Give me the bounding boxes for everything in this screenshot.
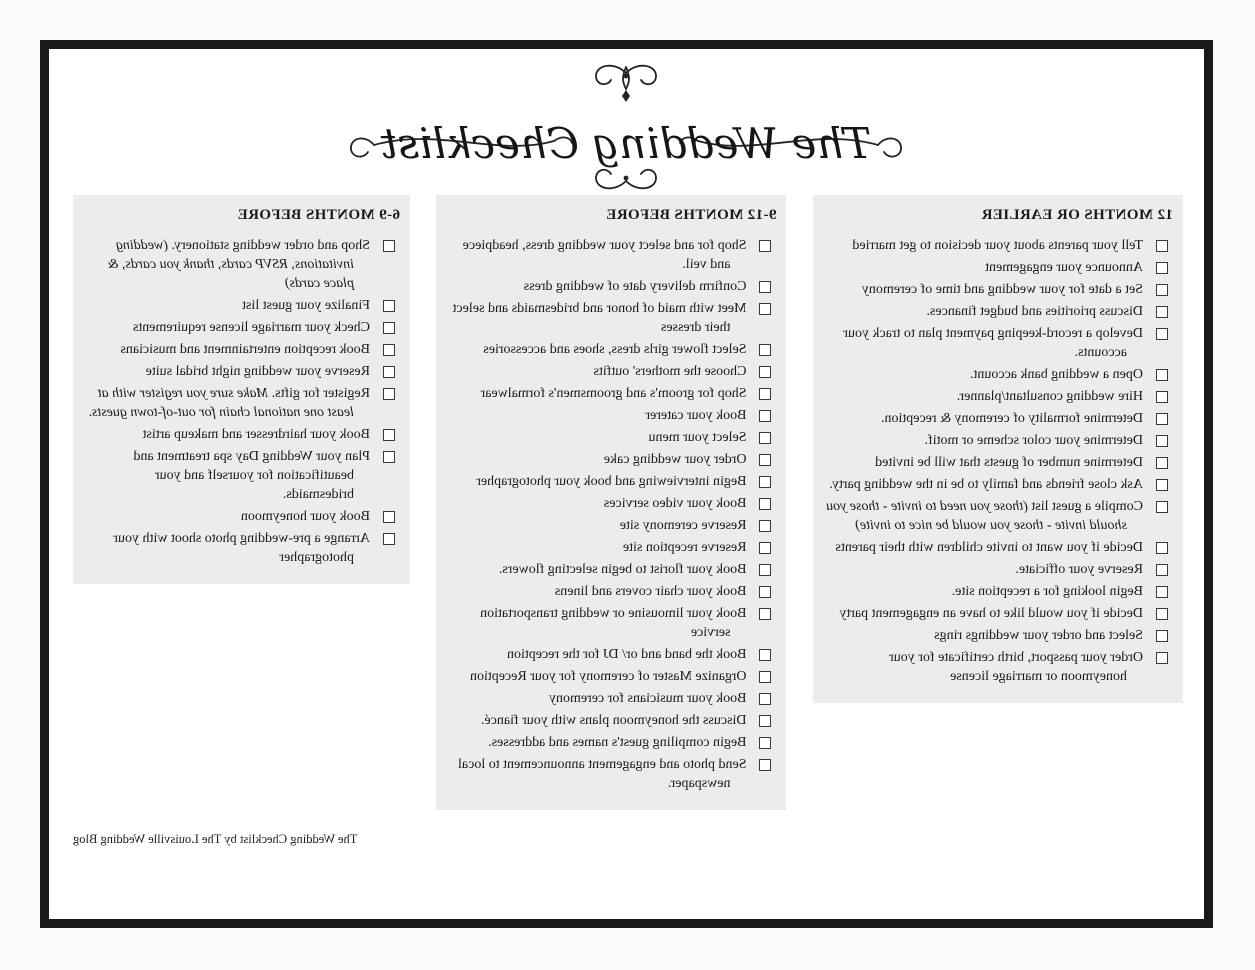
- checklist-item: [821, 453, 1175, 472]
- checklist-item: [821, 626, 1175, 645]
- item-text: Set a date for your wedding and time of ceremony: [861, 282, 1143, 297]
- empty-checkbox-icon: [760, 737, 772, 749]
- empty-checkbox-icon: [760, 542, 772, 554]
- item-text: Arrange a pre-wedding photo shoot with your photographer: [113, 531, 370, 565]
- checklist-item: [821, 431, 1175, 450]
- item-text: Check your marriage license requirements: [132, 320, 370, 335]
- checklist-item: [445, 755, 779, 793]
- empty-checkbox-icon: [1156, 564, 1168, 576]
- item-text: Choose the mothers' outfits: [593, 364, 747, 379]
- item-text: Plan your Wedding Day spa treatment and beautification for yourself and your bridesmaids.: [133, 449, 370, 502]
- item-text: Select flower girls dress, shoes and accessories: [483, 342, 747, 357]
- checklist-items: [81, 236, 402, 567]
- empty-checkbox-icon: [1156, 652, 1168, 664]
- item-text: Order your wedding cake: [603, 452, 747, 467]
- checklist-item: [445, 604, 779, 642]
- empty-checkbox-icon: [760, 608, 772, 620]
- empty-checkbox-icon: [760, 388, 772, 400]
- column-6-9-months-before: [73, 195, 410, 584]
- column-heading: 12 MONTHS OR EARLIER: [981, 207, 1173, 223]
- column-heading: 9-12 MONTHS BEFORE: [605, 207, 777, 223]
- checklist-item: [821, 538, 1175, 557]
- checklist-item: [445, 538, 779, 557]
- item-text: Book the band and or/ DJ for the reception: [507, 647, 747, 662]
- checklist-item: [445, 428, 779, 447]
- empty-checkbox-icon: [1156, 306, 1168, 318]
- checklist-item: [81, 384, 402, 422]
- checklist-items: [821, 236, 1175, 686]
- item-text: Book your musicians for ceremony: [548, 691, 747, 706]
- item-text: Compile a guest list (those you need to invite - those you should invite - those you would be nice to invite): [826, 499, 1143, 533]
- item-text: Confirm delivery date of wedding dress: [523, 279, 747, 294]
- empty-checkbox-icon: [1156, 284, 1168, 296]
- checklist-item: [445, 299, 779, 337]
- title-block: [49, 57, 1204, 195]
- empty-checkbox-icon: [383, 533, 395, 545]
- checklist-item: [81, 340, 402, 359]
- item-text: Tell your parents about your decision to get married: [852, 238, 1143, 253]
- checklist-item: [445, 711, 779, 730]
- empty-checkbox-icon: [383, 451, 395, 463]
- empty-checkbox-icon: [1156, 262, 1168, 274]
- checklist-item: [821, 560, 1175, 579]
- empty-checkbox-icon: [760, 303, 772, 315]
- checklist-item: [81, 529, 402, 567]
- empty-checkbox-icon: [1156, 586, 1168, 598]
- empty-checkbox-icon: [1156, 457, 1168, 469]
- checklist-item: [821, 604, 1175, 623]
- item-text: Discuss priorities and budget finances.: [926, 304, 1143, 319]
- checklist-item: [445, 236, 779, 274]
- empty-checkbox-icon: [383, 511, 395, 523]
- empty-checkbox-icon: [1156, 435, 1168, 447]
- item-text: Book your florist to begin selecting flowers.: [498, 562, 747, 577]
- item-text: Book your video services: [603, 496, 747, 511]
- checklist-item: [81, 447, 402, 504]
- empty-checkbox-icon: [760, 366, 772, 378]
- checklist-item: [821, 365, 1175, 384]
- item-text: Reserve your wedding night bridal suite: [145, 364, 370, 379]
- item-text: Begin compiling guest's names and addresses.: [488, 735, 747, 750]
- column-9-12-months-before: [437, 195, 787, 810]
- empty-checkbox-icon: [760, 586, 772, 598]
- empty-checkbox-icon: [760, 693, 772, 705]
- item-text: Select your menu: [648, 430, 747, 445]
- checklist-item: [445, 582, 779, 601]
- checklist-item: [81, 318, 402, 337]
- empty-checkbox-icon: [760, 715, 772, 727]
- checklist-item: [821, 648, 1175, 686]
- item-text: Shop and order wedding stationery. (wedding invitations, RSVP cards, thank you cards, & place cards): [107, 238, 370, 291]
- checklist-item: [445, 472, 779, 491]
- empty-checkbox-icon: [383, 322, 395, 334]
- checklist-item: [445, 516, 779, 535]
- empty-checkbox-icon: [760, 476, 772, 488]
- checklist-item: [821, 258, 1175, 277]
- item-text: Determine formality of ceremony & reception.: [880, 411, 1143, 426]
- empty-checkbox-icon: [760, 240, 772, 252]
- checklist-item: [821, 302, 1175, 321]
- column-12-months-or-earlier: [813, 195, 1183, 703]
- checklist-item: [445, 406, 779, 425]
- checklist-columns: [49, 195, 1204, 810]
- checklist-item: [81, 362, 402, 381]
- empty-checkbox-icon: [383, 240, 395, 252]
- empty-checkbox-icon: [760, 520, 772, 532]
- empty-checkbox-icon: [383, 300, 395, 312]
- checklist-item: [821, 582, 1175, 601]
- item-text: Hire wedding consultant/planner.: [956, 389, 1143, 404]
- empty-checkbox-icon: [1156, 479, 1168, 491]
- item-text: Register for gifts. Make sure you register with at least one national chain for out-of-town guests.: [88, 386, 370, 420]
- empty-checkbox-icon: [760, 281, 772, 293]
- checklist-item: [445, 733, 779, 752]
- empty-checkbox-icon: [1156, 608, 1168, 620]
- page-frame: [40, 40, 1213, 928]
- empty-checkbox-icon: [760, 432, 772, 444]
- checklist-item: [821, 324, 1175, 362]
- item-text: Book your chair covers and linens: [554, 584, 747, 599]
- item-text: Shop for groom's and groomsmen's formalwear: [480, 386, 747, 401]
- checklist-item: [821, 409, 1175, 428]
- empty-checkbox-icon: [383, 388, 395, 400]
- empty-checkbox-icon: [760, 564, 772, 576]
- empty-checkbox-icon: [383, 366, 395, 378]
- item-text: Announce your engagement: [985, 260, 1143, 275]
- item-text: Order your passport, birth certificate for your honeymoon or marriage license: [889, 650, 1143, 684]
- empty-checkbox-icon: [1156, 391, 1168, 403]
- item-text: Determine number of guests that will be invited: [875, 455, 1143, 470]
- item-text: Reserve your officiate.: [1015, 562, 1143, 577]
- checklist-item: [81, 425, 402, 444]
- item-text: Develop a record-keeping payment plan to track your accounts.: [843, 326, 1143, 360]
- checklist-item: [81, 236, 402, 293]
- mirrored-page-content: [49, 49, 1204, 919]
- checklist-item: [81, 296, 402, 315]
- item-text: Meet with maid of honor and bridesmaids and select their dresses: [452, 301, 747, 335]
- item-text: Decide if you would like to have an engagement party: [839, 606, 1143, 621]
- item-text: Organize Master of ceremony for your Reception: [469, 669, 747, 684]
- item-text: Open a wedding bank account.: [970, 367, 1143, 382]
- item-text: Book your hairdresser and makeup artist: [142, 427, 370, 442]
- item-text: Reserve ceremony site: [619, 518, 747, 533]
- page-title: The Wedding Checklist: [381, 119, 872, 168]
- empty-checkbox-icon: [383, 344, 395, 356]
- checklist-item: [445, 450, 779, 469]
- checklist-item: [445, 645, 779, 664]
- empty-checkbox-icon: [1156, 542, 1168, 554]
- empty-checkbox-icon: [1156, 328, 1168, 340]
- empty-checkbox-icon: [1156, 369, 1168, 381]
- checklist-item: [445, 384, 779, 403]
- empty-checkbox-icon: [760, 671, 772, 683]
- checklist-item: [445, 689, 779, 708]
- item-text: Determine your color scheme or motif.: [924, 433, 1143, 448]
- empty-checkbox-icon: [760, 649, 772, 661]
- item-text: Book your caterer: [645, 408, 747, 423]
- empty-checkbox-icon: [760, 454, 772, 466]
- checklist-item: [821, 236, 1175, 255]
- item-text: Begin looking for a reception site.: [951, 584, 1143, 599]
- item-text: Reserve reception site: [622, 540, 747, 555]
- checklist-item: [821, 387, 1175, 406]
- item-text: Decide if you want to invite children with their parents: [835, 540, 1143, 555]
- empty-checkbox-icon: [760, 344, 772, 356]
- checklist-item: [445, 277, 779, 296]
- footer-credit: The Wedding Checklist by The Louisville Wedding Blog: [73, 832, 358, 846]
- empty-checkbox-icon: [760, 410, 772, 422]
- item-text: Book your honeymoon: [240, 509, 370, 524]
- checklist-item: [81, 507, 402, 526]
- item-text: Book reception entertainment and musicians: [120, 342, 370, 357]
- item-text: Finalize your guest list: [242, 298, 370, 313]
- item-text: Shop for and select your wedding dress, headpiece and veil.: [462, 238, 747, 272]
- empty-checkbox-icon: [1156, 501, 1168, 513]
- title-flourish-ornament: [347, 57, 907, 197]
- empty-checkbox-icon: [760, 759, 772, 771]
- checklist-item: [445, 494, 779, 513]
- checklist-item: [821, 280, 1175, 299]
- item-text: Begin interviewing and book your photographer: [476, 474, 747, 489]
- checklist-item: [821, 497, 1175, 535]
- checklist-item: [445, 340, 779, 359]
- empty-checkbox-icon: [1156, 413, 1168, 425]
- item-text: Book your limousine or wedding transportation service: [480, 606, 747, 640]
- checklist-items: [445, 236, 779, 793]
- item-text: Discuss the honeymoon plans with your fiancé.: [480, 713, 747, 728]
- item-text: Ask close friends and family to be in the wedding party.: [829, 477, 1143, 492]
- empty-checkbox-icon: [1156, 240, 1168, 252]
- empty-checkbox-icon: [383, 429, 395, 441]
- empty-checkbox-icon: [760, 498, 772, 510]
- item-text: Send photo and engagement announcement to local newspaper.: [458, 757, 747, 791]
- checklist-item: [445, 560, 779, 579]
- column-heading: 6-9 MONTHS BEFORE: [237, 207, 400, 223]
- empty-checkbox-icon: [1156, 630, 1168, 642]
- item-text: Select and order your weddings rings: [934, 628, 1143, 643]
- checklist-item: [445, 362, 779, 381]
- checklist-item: [445, 667, 779, 686]
- checklist-item: [821, 475, 1175, 494]
